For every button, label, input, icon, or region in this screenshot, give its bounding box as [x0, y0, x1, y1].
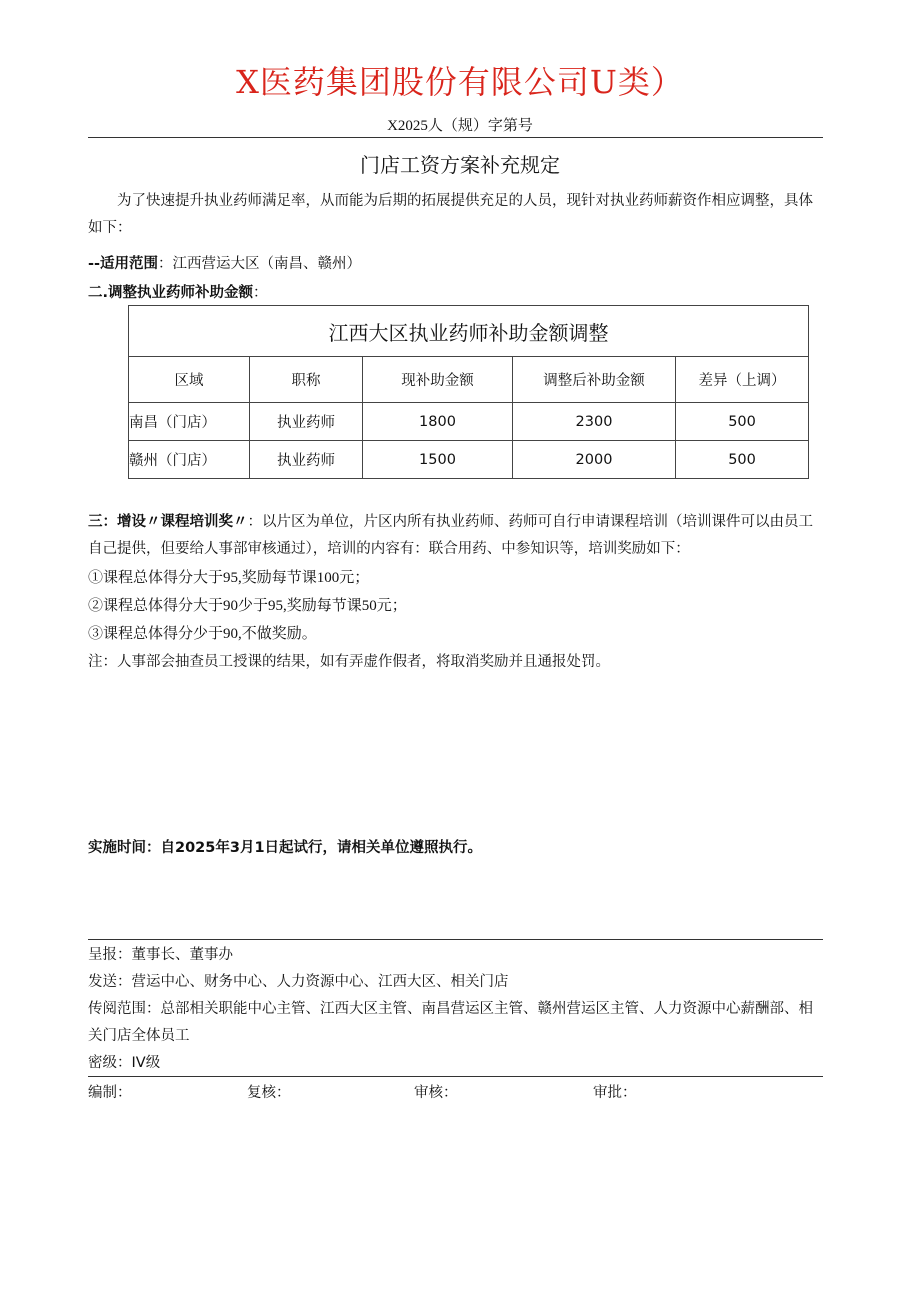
cell-region: 南昌（门店）: [129, 403, 250, 441]
header-difference: 差异（上调）: [676, 357, 809, 403]
list-item: ②课程总体得分大于90少于95,奖励每节课50元；: [88, 598, 407, 614]
section2-title: 二.调整执业药师补助金额: [88, 285, 254, 301]
section2-heading: [88, 280, 826, 307]
cell-difference: 500: [676, 403, 809, 441]
header-title: 职称: [250, 357, 363, 403]
cell-adjusted-amount: 2300: [513, 403, 676, 441]
scope-line: [88, 251, 826, 278]
scope-label: --适用范围: [88, 256, 159, 272]
cell-adjusted-amount: 2000: [513, 441, 676, 479]
sign-reviewed: 复核：: [247, 1085, 291, 1101]
cell-title: 执业药师: [250, 403, 363, 441]
sign-audited: 审核：: [414, 1085, 458, 1101]
section2-colon: ：: [253, 285, 268, 301]
list-item: ①课程总体得分大于95,奖励每节课100元；: [88, 570, 370, 586]
cell-region: 赣州（门店）: [129, 441, 250, 479]
document-number: X2025人（规）字第号: [387, 118, 533, 134]
header-adjusted-amount: 调整后补助金额: [513, 357, 676, 403]
implementation-date: 实施时间：自2025年3月1日起试行，请相关单位遵照执行。: [88, 840, 483, 856]
cell-title: 执业药师: [250, 441, 363, 479]
secret-level: 密级：IV级: [88, 1055, 161, 1071]
table-row: [129, 403, 809, 441]
section3-title: 三：增设〃课程培训奖〃: [88, 514, 248, 530]
list-item: ③课程总体得分少于90,不做奖励。: [88, 626, 317, 642]
cell-current-amount: 1500: [363, 441, 513, 479]
sign-prepared: 编制：: [88, 1085, 132, 1101]
header-region: 区域: [129, 357, 250, 403]
section3-paragraph: [88, 509, 826, 563]
table-caption: 江西大区执业药师补助金额调整: [129, 306, 809, 357]
intro-paragraph: 为了快速提升执业药师满足率，从而能为后期的拓展提供充足的人员，现针对执业药师薪资作相应调整，具体如下：: [88, 193, 813, 236]
circulate-line: 传阅范围：总部相关职能中心主管、江西大区主管、南昌营运区主管、赣州营运区主管、人力资源中心薪酬部、相关门店全体员工: [88, 1001, 813, 1044]
table-row: [129, 441, 809, 479]
report-line: 呈报：董事长、董事办: [88, 947, 233, 963]
document-title: 门店工资方案补充规定: [360, 153, 560, 177]
cell-difference: 500: [676, 441, 809, 479]
table-header-row: [129, 357, 809, 403]
footer-rule-bottom: [88, 1076, 823, 1077]
company-name: X医药集团股份有限公司U类）: [236, 63, 684, 101]
send-line: 发送：营运中心、财务中心、人力资源中心、江西大区、相关门店: [88, 974, 509, 990]
header-current-amount: 现补助金额: [363, 357, 513, 403]
footer-rule-top: [88, 939, 823, 940]
header-rule: [88, 137, 823, 138]
cell-current-amount: 1800: [363, 403, 513, 441]
scope-value: ：江西营运大区（南昌、赣州）: [158, 256, 362, 272]
sign-approved: 审批：: [593, 1085, 637, 1101]
subsidy-table: [128, 305, 809, 479]
section3-text: ：以片区为单位，片区内所有执业药师、药师可自行申请课程培训（培训课件可以由员工自己提供，但要给人事部审核通过），培训的内容有：联合用药、中参知识等，培训奖励如下：: [88, 514, 813, 557]
note-line: 注：人事部会抽查员工授课的结果，如有弄虚作假者，将取消奖励并且通报处罚。: [88, 654, 610, 670]
